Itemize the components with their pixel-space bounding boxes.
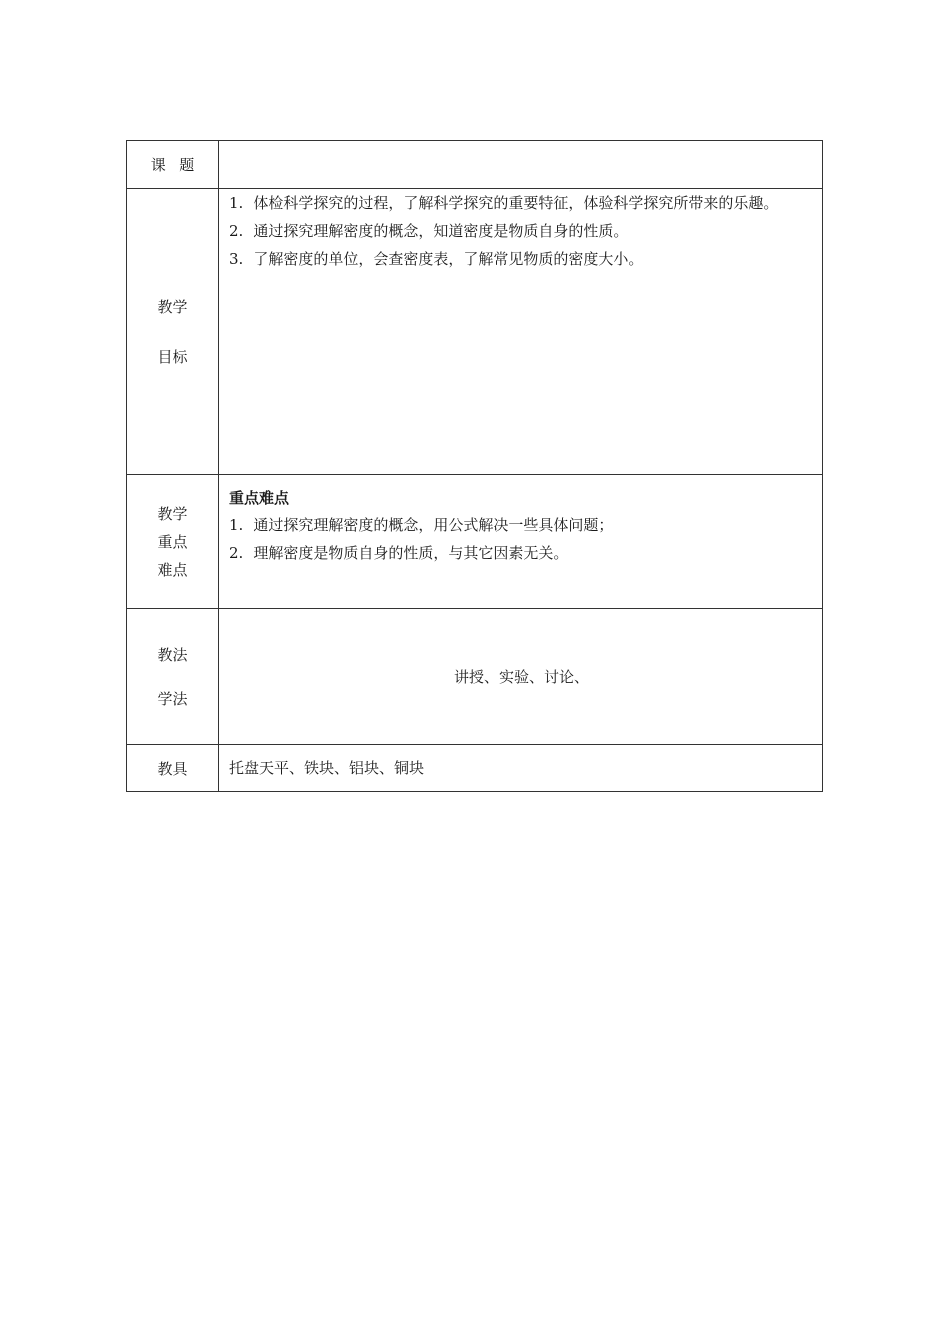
methods-label-cell — [127, 609, 219, 745]
goals-label-line2: 目标 — [157, 347, 188, 366]
keys-row — [127, 475, 823, 609]
keys-label-cell — [127, 475, 219, 609]
tools-row — [127, 745, 823, 792]
tools-content-cell — [219, 745, 823, 792]
methods-label-line1: 教法 — [157, 645, 188, 664]
goals-row — [127, 189, 823, 475]
tools-value: 托盘天平、铁块、铝块、铜块 — [229, 759, 425, 777]
goal-item — [229, 217, 814, 245]
methods-value: 讲授、实验、讨论、 — [453, 668, 589, 686]
keys-label-line3: 难点 — [157, 560, 188, 579]
methods-row — [127, 609, 823, 745]
key-text: 理解密度是物质自身的性质，与其它因素无关。 — [253, 544, 569, 562]
keys-list — [229, 511, 814, 567]
goals-label-line1: 教学 — [157, 297, 188, 316]
keys-content — [229, 475, 814, 567]
lesson-plan-table — [126, 140, 823, 792]
goal-number: 1. — [229, 194, 244, 212]
goals-label-cell — [127, 189, 219, 475]
key-text: 通过探究理解密度的概念，用公式解决一些具体问题； — [253, 516, 614, 534]
keys-label-line2: 重点 — [157, 532, 188, 551]
key-item — [229, 539, 814, 567]
keys-heading: 重点难点 — [229, 489, 290, 507]
goal-text: 通过探究理解密度的概念，知道密度是物质自身的性质。 — [253, 222, 629, 240]
methods-content-cell — [219, 609, 823, 745]
keys-content-cell — [219, 475, 823, 609]
key-number: 2. — [229, 544, 244, 562]
topic-label: 课题 — [150, 156, 208, 174]
key-item — [229, 511, 814, 539]
goals-content-cell — [219, 189, 823, 475]
topic-row — [127, 141, 823, 189]
methods-label-line2: 学法 — [157, 689, 188, 708]
tools-label-cell — [127, 745, 219, 792]
topic-value-cell — [219, 141, 823, 189]
keys-label-line1: 教学 — [157, 504, 188, 523]
goal-item — [229, 189, 814, 217]
goal-text: 了解密度的单位，会查密度表，了解常见物质的密度大小。 — [253, 250, 644, 268]
goal-text: 体检科学探究的过程，了解科学探究的重要特征，体验科学探究所带来的乐趣。 — [253, 194, 779, 212]
goal-number: 3. — [229, 250, 244, 268]
key-number: 1. — [229, 516, 244, 534]
goal-item — [229, 245, 814, 273]
goals-list — [229, 189, 814, 273]
topic-label-cell — [127, 141, 219, 189]
tools-label: 教具 — [157, 759, 188, 778]
goal-number: 2. — [229, 222, 244, 240]
